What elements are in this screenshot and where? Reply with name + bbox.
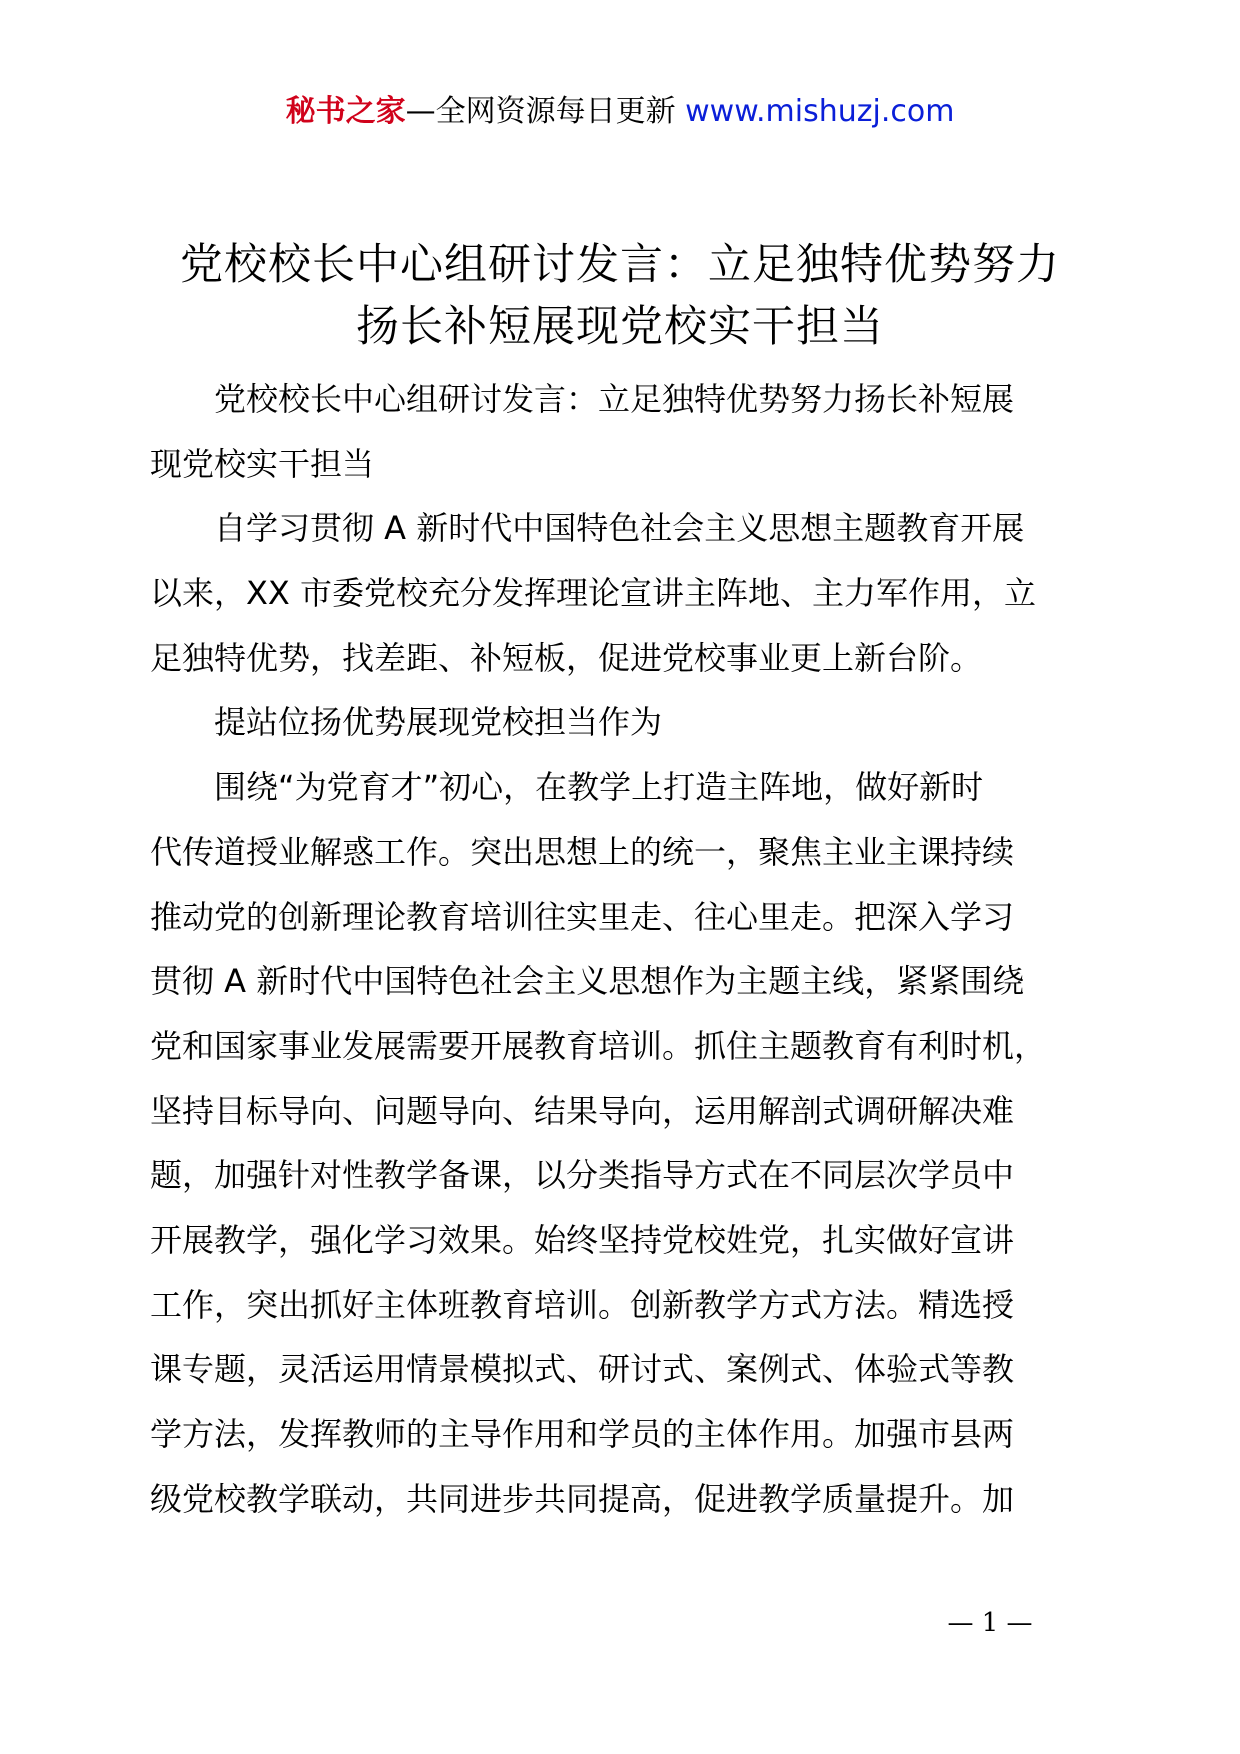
body-line: 推动党的创新理论教育培训往实里走、往心里走。把深入学习 xyxy=(150,897,1015,936)
body-line: 工作，突出抓好主体班教育培训。创新教学方式方法。精选授 xyxy=(150,1285,1015,1324)
page-number: — 1 — xyxy=(947,1608,1033,1638)
title-line-2: 扬长补短展现党校实干担当 xyxy=(356,302,884,352)
document-body xyxy=(150,367,1090,1531)
site-brand: 秘书之家 xyxy=(285,94,406,129)
site-banner xyxy=(0,92,1240,132)
body-line: 题，加强针对性教学备课，以分类指导方式在不同层次学员中 xyxy=(150,1156,1015,1195)
body-line: 围绕“为党育才”初心，在教学上打造主阵地，做好新时 xyxy=(214,768,984,807)
site-tagline: —全网资源每日更新 xyxy=(405,94,686,129)
body-line: 现党校实干担当 xyxy=(150,444,375,483)
site-url-link[interactable]: www.mishuzj.com xyxy=(685,94,955,129)
document-title xyxy=(150,234,1090,358)
body-line: 党校校长中心组研讨发言：立足独特优势努力扬长补短展 xyxy=(214,380,1015,418)
body-line: 课专题，灵活运用情景模拟式、研讨式、案例式、体验式等教 xyxy=(150,1350,1015,1389)
body-line: 自学习贯彻 A 新时代中国特色社会主义思想主题教育开展 xyxy=(214,509,1025,548)
body-line: 贯彻 A 新时代中国特色社会主义思想作为主题主线，紧紧围绕 xyxy=(150,962,1025,1001)
body-line: 党和国家事业发展需要开展教育培训。抓住主题教育有利时机， xyxy=(150,1026,1047,1065)
body-line: 坚持目标导向、问题导向、结果导向，运用解剖式调研解决难 xyxy=(150,1091,1015,1130)
body-line: 级党校教学联动，共同进步共同提高，促进教学质量提升。加 xyxy=(150,1479,1015,1518)
section-heading: 提站位扬优势展现党校担当作为 xyxy=(214,703,663,742)
body-line: 开展教学，强化学习效果。始终坚持党校姓党，扎实做好宣讲 xyxy=(150,1220,1015,1259)
title-line-1: 党校校长中心组研讨发言：立足独特优势努力 xyxy=(180,240,1060,290)
body-line: 代传道授业解惑工作。突出思想上的统一，聚焦主业主课持续 xyxy=(150,832,1015,871)
body-line: 以来，XX 市委党校充分发挥理论宣讲主阵地、主力军作用，立 xyxy=(150,574,1037,613)
body-line: 学方法，发挥教师的主导作用和学员的主体作用。加强市县两 xyxy=(150,1415,1015,1453)
body-line: 足独特优势，找差距、补短板，促进党校事业更上新台阶。 xyxy=(150,638,983,677)
